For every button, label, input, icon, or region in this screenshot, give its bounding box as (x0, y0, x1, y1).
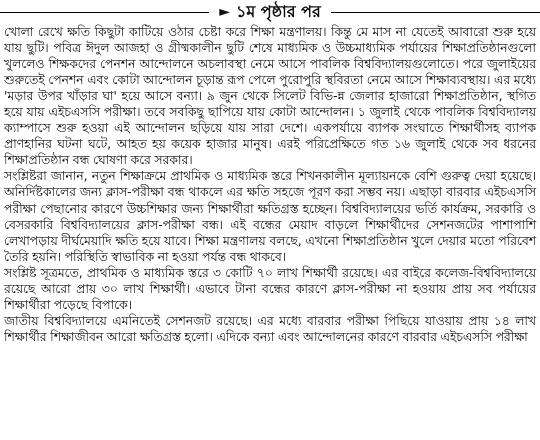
article-paragraph-1: খোলা রেখে ক্ষতি কিছুটা কাটিয়ে ওঠার চেষ্টা করে শিক্ষা মন্ত্রণালয়। কিন্তু মে মাস না যেতেই আবারো শুরু হয়ে যায় ছুটি। পবিত্র ঈদুল আজহা ও গ্রীষ্মকালীন ছুটি শেষে মাধ্যমিক ও উচ্চমাধ্যমিক পর্যায়ের শিক্ষাপ্রতিষ্ঠানগুলো খুললেও শিক্ষকদের পেনশন আন্দোলনে অচলাবস্থা নেমে আসে পাবলিক বিশ্ববিদ্যালয়গুলোতে। পরে জুলাইয়ের শুরুতেই পেনশন এবং কোটা আন্দোলন চূড়ান্ত রূপ পেলে পুরোপুরি স্থবিরতা নেমে আসে শিক্ষাব্যবস্থায়। এর মধ্যে 'মড়ার উপর খাঁড়ার ঘা' হয়ে আসে বন্যা। ৯ জুন থেকে সিলেট বিভি-ন্ন জেলার হাজারো শিক্ষাপ্রতিষ্ঠান, স্থগিত হয়ে যায় এইচএসসি পরীক্ষা। তবে সবকিছু ছাপিয়ে যায় কোটা আন্দোলন। ১ জুলাই থেকে পাবলিক বিশ্ববিদ্যালয় ক্যাম্পাসে শুরু হওয়া এই আন্দোলন ছড়িয়ে যায় সারা দেশে। একপর্যায়ে ব্যাপক সংঘাতে শিক্ষার্থীসহ ব্যাপক প্রাণহানির ঘটনা ঘটে, আহত হয় কয়েক হাজার মানুষ। এরই পরিপ্রেক্ষিতে গত ১৬ জুলাই থেকে সব ধরনের শিক্ষাপ্রতিষ্ঠান বন্ধ ঘোষণা করে সরকার। (4, 25, 536, 168)
article-paragraph-3: সংশ্লিষ্ট সূত্রমতে, প্রাথমিক ও মাধ্যমিক স্তরে ৩ কোটি ৭০ লাখ শিক্ষার্থী রয়েছে। এর বাইরে কলেজ-বিশ্ববিদ্যালয়ে রয়েছে আরো প্রায় ৩০ লাখ শিক্ষার্থী। এভাবে টানা বন্ধের কারণে ক্লাস-পরীক্ষা না হওয়ায় প্রায় সব পর্যায়ের শিক্ষার্থীরা পড়েছে বিপাকে। (4, 265, 536, 312)
article-paragraph-4: জাতীয় বিশ্ববিদ্যালয়ে এমনিতেই সেশনজট রয়েছে। এর মধ্যে বারবার পরীক্ষা পিছিয়ে যাওয়ায় প্রায় ১৪ লাখ শিক্ষার্থীর শিক্ষাজীবন আরো ক্ষতিগ্রস্ত হলো। এদিকে বন্যা এবং আন্দোলনের কারণে বারবার এইচএসসি পরীক্ষা (4, 313, 536, 344)
arrow-icon: ► (219, 4, 230, 20)
continued-from-page-label: ১ম পৃষ্ঠার পর (235, 2, 321, 21)
article-paragraph-2: সংশ্লিষ্টরা জানান, নতুন শিক্ষাক্রমে প্রাথমিক ও মাধ্যমিক স্তরে শিখনকালীন মূল্যায়নকে বেশি গুরুত্ব দেয়া হয়েছে। অনির্দিষ্টকালের জন্য ক্লাস-পরীক্ষা বন্ধ থাকলে এর ক্ষতি সহজে পূরণ করা সম্ভব নয়। এছাড়া বারবার এইচএসসি পরীক্ষা পেছানোর কারণে উচ্চশিক্ষার জন্য শিক্ষার্থীরা ক্ষতিগ্রস্ত হচ্ছেন। বিশ্ববিদ্যালয়ের ভর্তি কার্যক্রম, সরকারি ও বেসরকারি বিশ্ববিদ্যালয়ের ক্লাস-পরীক্ষা বন্ধ। এই বন্ধের মেয়াদ বাড়লে শিক্ষার্থীদের সেশনজটের পাশাপাশি লেখাপড়ায় দীর্ঘমেয়াদি ক্ষতি হয়ে যাবে। শিক্ষা মন্ত্রণালয় বলছে, এখনো শিক্ষাপ্রতিষ্ঠান খুলে দেয়ার মতো পরিবেশ তৈরি হয়নি। পরিস্থিতি স্বাভাবিক না হওয়া পর্যন্ত বন্ধ থাকবে। (4, 169, 536, 264)
continuation-header (0, 0, 540, 24)
continuation-label-box (209, 0, 331, 24)
article-body (4, 24, 536, 345)
